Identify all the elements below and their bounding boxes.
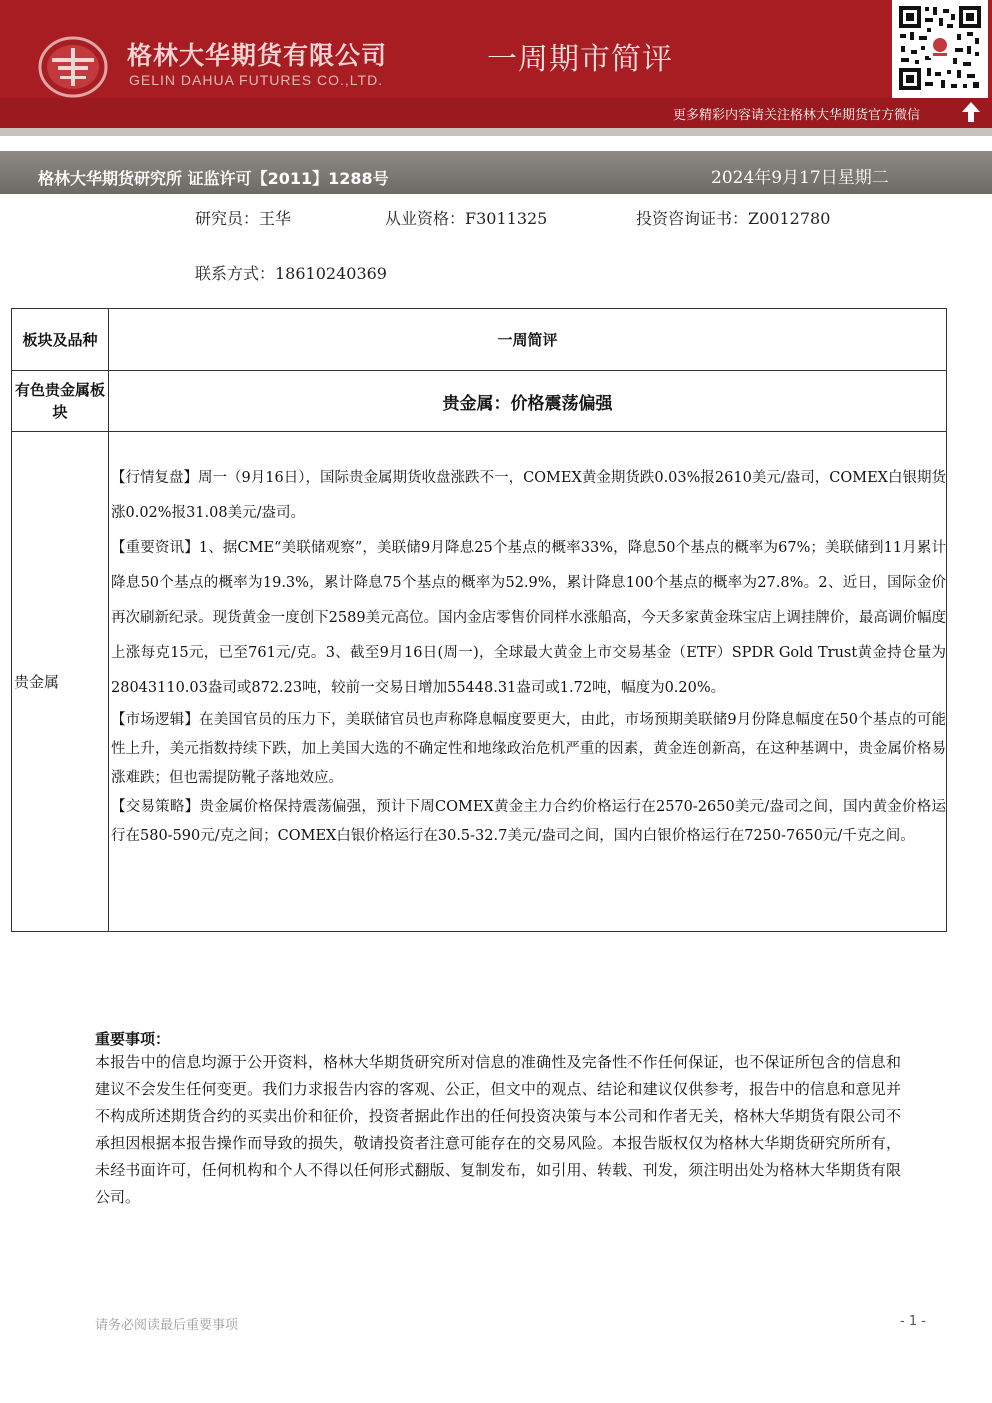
sector-name: 有色贵金属板块: [12, 371, 109, 432]
content-row: [12, 432, 947, 932]
review-body: [109, 432, 947, 932]
sector-title: 贵金属：价格震荡偏强: [109, 371, 947, 432]
company-name-en: GELIN DAHUA FUTURES CO.,LTD.: [129, 72, 384, 88]
paragraph-logic: 【市场逻辑】在美国官员的压力下，美联储官员也声称降息幅度要更大，由此，市场预期美联储9月份降息幅度在50个基点的可能性上升，美元指数持续下跌，加上美国大选的不确定性和地缘政治危机严重的因素，黄金连创新高，在这种基调中，贵金属价格易涨难跌；但也需提防靴子落地效应。: [111, 712, 946, 786]
follow-wechat-text: 更多精彩内容请关注格林大华期货官方微信: [673, 108, 921, 123]
up-arrow-icon: [961, 101, 981, 123]
report-title: 一周期市简评: [487, 42, 673, 77]
header-sector: 板块及品种: [12, 309, 109, 371]
notice-title: 重要事项：: [95, 1030, 171, 1048]
report-date: 2024年9月17日星期二: [711, 168, 889, 188]
variety-name: 贵金属: [12, 432, 109, 932]
sector-row: [12, 371, 947, 432]
institute-name: 格林大华期货研究所 证监许可【2011】1288号: [38, 169, 389, 188]
wechat-qr-code: [892, 0, 988, 98]
footer-note: 请务必阅读最后重要事项: [95, 1318, 239, 1333]
paragraph-market-review: 【行情复盘】周一（9月16日），国际贵金属期货收盘涨跌不一，COMEX黄金期货跌0.03%报2610美元/盎司，COMEX白银期货涨0.02%报31.08美元/盎司。: [111, 470, 946, 521]
company-seal-logo: [38, 36, 108, 98]
notice-text: 本报告中的信息均源于公开资料，格林大华期货研究所对信息的准确性及完备性不作任何保证，也不保证所包含的信息和建议不会发生任何变更。我们力求报告内容的客观、公正，但文中的观点、结论和建议仅供参考，报告中的信息和意见并不构成所述期货合约的买卖出价和征价，投资者据此作出的任何投资决策与本公司和作者无关，格林大华期货有限公司不承担因根据本报告操作而导致的损失，敬请投资者注意可能存在的交易风险。本报告版权仅为格林大华期货研究所所有，未经书面许可，任何机构和个人不得以任何形式翻版、复制发布，如引用、转载、刊发，须注明出处为格林大华期货有限公司。: [95, 1053, 901, 1206]
table-header-row: [12, 309, 947, 371]
paragraph-strategy: 【交易策略】贵金属价格保持震荡偏强，预计下周COMEX黄金主力合约价格运行在2570-2650美元/盎司之间，国内黄金价格运行在580-590元/克之间；COMEX白银价格运行在30.5-32.7美元/盎司之间，国内白银价格运行在7250-7650元/千克之间。: [111, 799, 946, 844]
qualification: 从业资格：F3011325: [385, 209, 548, 228]
header-divider: [0, 128, 992, 136]
certificate: 投资咨询证书：Z0012780: [636, 209, 831, 228]
page-number: - 1 -: [900, 1314, 926, 1329]
header-review: 一周简评: [109, 309, 947, 371]
researcher: 研究员：王华: [195, 209, 292, 228]
contact: 联系方式：18610240369: [195, 264, 387, 283]
paragraph-news: 【重要资讯】1、据CME“美联储观察”，美联储9月降息25个基点的概率33%，降息50个基点的概率为67%；美联储到11月累计降息50个基点的概率为19.3%，累计降息75个基点的概率为52.9%，累计降息100个基点的概率为27.8%。2、近日，国际金价再次刷新纪录。现货黄金一度创下2589美元高位。国内金店零售价同样水涨船高，今天多家黄金珠宝店上调挂牌价，最高调价幅度上涨每克15元，已至761元/克。3、截至9月16日(周一)，全球最大黄金上市交易基金（ETF）SPDR Gold Trust黄金持仓量为28043110.03盎司或872.23吨，较前一交易日增加55448.31盎司或1.72吨，幅度为0.20%。: [111, 540, 946, 696]
review-table: [11, 308, 947, 932]
qr-code-icon: [897, 4, 983, 92]
company-name-cn: 格林大华期货有限公司: [127, 41, 388, 70]
